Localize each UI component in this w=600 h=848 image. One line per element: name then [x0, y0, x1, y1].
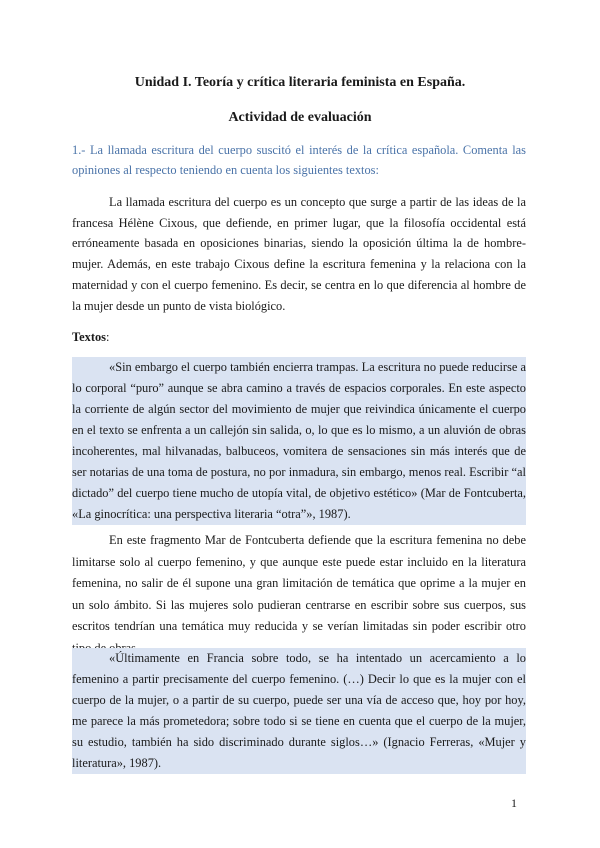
commentary-paragraph: En este fragmento Mar de Fontcuberta defiende que la escritura femenina no debe limitarse solo al cuerpo femenino, y que aunque este puede estar incluido en la literatura femenina, no salir de él supone una gran limitación de temática que oprime a la mujer en un solo ámbito. Si las mujeres solo pudieran centrarse en escribir sobre sus cuerpos, sus escritos tendrían una temática muy reducida y se verían limitadas sin poder escribir otro: [72, 533, 526, 633]
quote-fontcuberta[interactable]: «Sin embargo el cuerpo también encierra trampas. La escritura no puede reducirse a lo corporal “puro” aunque se abra camino a través de espacios corporales. En este aspecto la corriente de algún sector del movimiento de mujer que reivindica únicamente el cuerpo en el texto se enfrenta a un callejón sin salida, o, lo que es lo mismo, a un aluvión de obras incoherentes, mal hilvanadas, balbuceos, vomitera de sensaciones sin más interés que de ser notarias de una toma de postura, no por inmadura, sin embargo, menos real. Escribir “al dictado” del cuerpo tiene mucho de utopía vital, de objetivo estético» (Mar de Fontcuberta, «La ginocrítica: una perspectiva literaria “otra”», 1987).: [72, 357, 526, 525]
texts-label-text: Textos: [72, 330, 106, 344]
page-number: 1: [511, 796, 517, 810]
document-title: Unidad I. Teoría y crítica literaria feminista en España.: [134, 75, 466, 90]
intro-paragraph: La llamada escritura del cuerpo es un concepto que surge a partir de las ideas de la francesa Hélène Cixous, que defiende, en primer lugar, que la filosofía occidental está erróneamente basada en oposiciones binarias, siendo la oposición última la de hombre-mujer. Además, en este trabajo Cixous define la escritura femenina y la relaciona con la maternidad y con el cuerpo femenino. Es decir, se centra en lo que diferencia al hombre de la mujer desde un punto de vista biológico.: [72, 195, 526, 313]
assignment-prompt: 1.- La llamada escritura del cuerpo suscitó el interés de la crítica española. Comenta las opiniones al respecto teniendo en cuenta los siguientes textos:: [72, 143, 526, 177]
quote-ferreras[interactable]: «Últimamente en Francia sobre todo, se ha intentado un acercamiento a lo femenino a partir precisamente del cuerpo femenino. (…) Decir lo que es la mujer con el cuerpo de la mujer, o a partir de su cuerpo, puede ser una vía de acceso que, hoy por hoy, me parece la más prometedora; sobre todo si se tiene en cuenta que el cuerpo de la mujer, su estudio, también ha sido discriminado durante siglos…» (Ignacio Ferreras, «Mujer y literatura», 1987).: [72, 648, 526, 774]
texts-label-colon: :: [105, 330, 110, 344]
texts-label: [72, 327, 526, 347]
document-subtitle: Actividad de evaluación: [228, 110, 372, 125]
